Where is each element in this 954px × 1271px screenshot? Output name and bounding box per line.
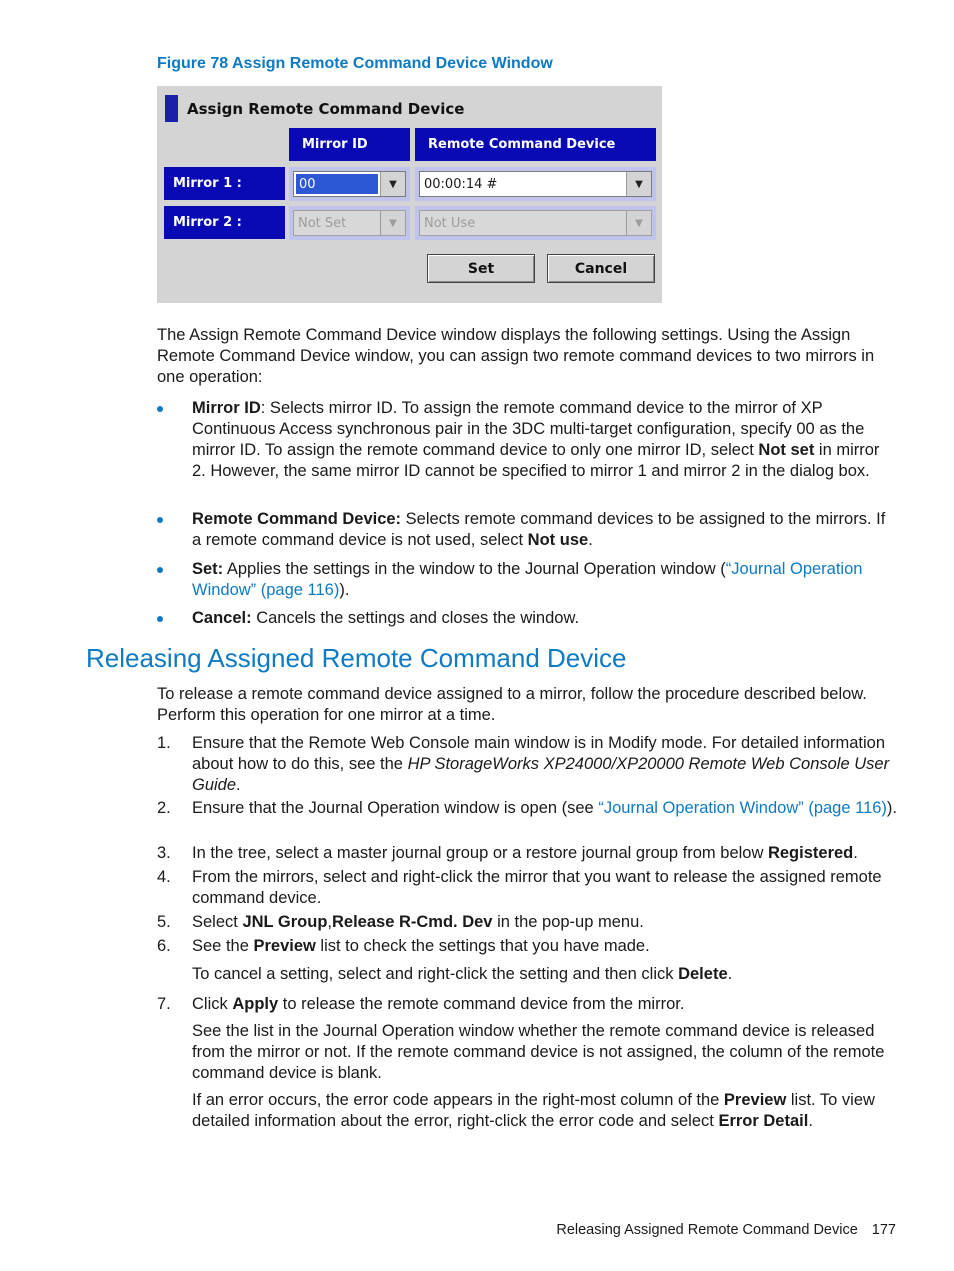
mirror-2-rcd-cell xyxy=(415,206,656,240)
step-4 xyxy=(157,867,897,909)
guide-title: HP StorageWorks XP24000/XP20000 Remote Web Console User Guide xyxy=(192,755,890,794)
column-header-mirror-id: Mirror ID xyxy=(289,128,410,161)
term-not-use: Not use xyxy=(527,531,589,549)
bullet-dot xyxy=(157,567,163,573)
step-number: 2. xyxy=(157,799,171,817)
column-header-remote-command-device: Remote Command Device xyxy=(415,128,656,161)
term-preview: Preview xyxy=(723,1091,787,1109)
step-text: list to check the settings that you have made. xyxy=(315,937,650,955)
note-text: To cancel a setting, select and right-click the setting and then click xyxy=(192,965,679,983)
mirror-2-rcd-value: Not Use xyxy=(424,215,476,231)
step-3 xyxy=(157,843,897,864)
chevron-down-icon[interactable]: ▼ xyxy=(380,172,405,196)
bullet-text: ). xyxy=(339,581,350,599)
mirror-2-id-value: Not Set xyxy=(298,215,347,231)
journal-operation-window-link[interactable]: “Journal Operation Window” (page 116) xyxy=(598,799,887,817)
bullet-dot xyxy=(157,406,163,412)
note-text: . xyxy=(727,965,733,983)
para-text: list. To view detailed information about the error, right-click the error code and select xyxy=(192,1091,875,1130)
step-text: ). xyxy=(886,799,898,817)
term-error-detail: Error Detail xyxy=(718,1112,809,1130)
term-set: Set: xyxy=(192,560,224,578)
step-6-note xyxy=(192,964,897,985)
mirror-1-id-cell xyxy=(289,167,410,201)
bullet-text: Selects remote command devices to be assigned to the mirrors. If a remote command device is not used, select xyxy=(192,510,886,549)
step-number: 6. xyxy=(157,937,171,955)
step-text: to release the remote command device from the mirror. xyxy=(278,995,685,1013)
step-5 xyxy=(157,912,897,933)
term-release-r-cmd-dev: Release R-Cmd. Dev xyxy=(332,913,493,931)
mirror-1-id-select[interactable] xyxy=(293,171,406,197)
bullet-text: . xyxy=(588,531,593,549)
bullet-mirror-id xyxy=(157,398,897,482)
page-footer xyxy=(556,1222,896,1238)
term-remote-command-device: Remote Command Device: xyxy=(192,510,402,528)
step-7-paragraph-2 xyxy=(192,1090,897,1132)
chevron-down-icon: ▼ xyxy=(380,211,405,235)
bullet-remote-command-device xyxy=(157,509,897,551)
step-7-paragraph-1: See the list in the Journal Operation window whether the remote command device is released from the mirror or not. If the remote command device is not assigned, the column of the remote command device is blank. xyxy=(192,1022,885,1082)
footer-title: Releasing Assigned Remote Command Device xyxy=(556,1222,858,1238)
para-text: . xyxy=(808,1112,813,1130)
term-apply: Apply xyxy=(232,995,279,1013)
mirror-1-id-value: 00 xyxy=(296,174,378,194)
row-label-mirror-2: Mirror 2 : xyxy=(164,206,285,239)
cancel-button[interactable]: Cancel xyxy=(547,254,655,283)
title-accent-bar xyxy=(165,95,178,122)
term-registered: Registered xyxy=(767,844,854,862)
bullet-dot xyxy=(157,616,163,622)
step-text: Ensure that the Remote Web Console main window is in Modify mode. For detailed information about how to do this, see the xyxy=(192,734,886,773)
bullet-text: Applies the settings in the window to the Journal Operation window ( xyxy=(223,560,726,578)
bullet-set xyxy=(157,559,897,601)
page-number: 177 xyxy=(871,1222,896,1238)
step-number: 7. xyxy=(157,995,171,1013)
term-preview: Preview xyxy=(253,937,316,955)
step-number: 3. xyxy=(157,844,171,862)
mirror-2-id-cell xyxy=(289,206,410,240)
dialog-title: Assign Remote Command Device xyxy=(187,100,465,118)
term-jnl-group: JNL Group xyxy=(242,913,328,931)
chevron-down-icon[interactable]: ▼ xyxy=(626,172,651,196)
bullet-text: : Selects mirror ID. To assign the remote command device to the mirror of XP Continuous Access synchronous pair in the 3DC multi-target configuration, specify 00 as the mirror ID. To assign the remote command device to only one mirror ID, select xyxy=(192,399,865,459)
step-text: From the mirrors, select and right-click the mirror that you want to release the assigned remote command device. xyxy=(192,868,882,907)
mirror-2-id-select[interactable] xyxy=(293,210,406,236)
step-2 xyxy=(157,798,897,819)
para-text: If an error occurs, the error code appears in the right-most column of the xyxy=(192,1091,724,1109)
step-text: in the pop-up menu. xyxy=(492,913,644,931)
step-text: In the tree, select a master journal group or a restore journal group from below xyxy=(192,844,768,862)
step-1 xyxy=(157,733,897,796)
step-number: 5. xyxy=(157,913,171,931)
term-not-set: Not set xyxy=(758,441,815,459)
step-text: See the xyxy=(192,937,254,955)
bullet-cancel xyxy=(157,608,897,629)
section-heading: Releasing Assigned Remote Command Device xyxy=(86,643,627,673)
assign-remote-command-device-dialog xyxy=(157,86,662,303)
term-cancel: Cancel: xyxy=(192,609,252,627)
step-6 xyxy=(157,936,897,957)
bullet-text: in mirror 2. However, the same mirror ID cannot be specified to mirror 1 and mirror 2 in the dialog box. xyxy=(192,441,880,480)
term-mirror-id: Mirror ID xyxy=(192,399,261,417)
step-number: 4. xyxy=(157,868,171,886)
bullet-dot xyxy=(157,517,163,523)
journal-operation-window-link[interactable]: “Journal Operation Window” (page 116) xyxy=(192,560,863,599)
step-text: . xyxy=(236,776,241,794)
mirror-2-rcd-select[interactable] xyxy=(419,210,652,236)
set-button[interactable]: Set xyxy=(427,254,535,283)
figure-caption: Figure 78 Assign Remote Command Device Window xyxy=(157,55,553,72)
term-delete: Delete xyxy=(678,965,728,983)
step-text: Ensure that the Journal Operation window is open (see xyxy=(192,799,599,817)
step-text: Select xyxy=(192,913,243,931)
step-text: Click xyxy=(192,995,233,1013)
chevron-down-icon: ▼ xyxy=(626,211,651,235)
mirror-1-rcd-value: 00:00:14 # xyxy=(424,176,498,192)
row-label-mirror-1: Mirror 1 : xyxy=(164,167,285,200)
step-number: 1. xyxy=(157,734,171,752)
mirror-1-rcd-cell xyxy=(415,167,656,201)
mirror-1-rcd-select[interactable] xyxy=(419,171,652,197)
separator: , xyxy=(327,913,332,931)
bullet-text: Cancels the settings and closes the window. xyxy=(251,609,580,627)
step-7 xyxy=(157,994,897,1015)
step-text: . xyxy=(853,844,858,862)
intro-paragraph: The Assign Remote Command Device window displays the following settings. Using the Assign Remote Command Device window, you can assign two remote command devices to two mirrors in one operation: xyxy=(157,326,875,386)
section-intro: To release a remote command device assigned to a mirror, follow the procedure described below. Perform this operation for one mirror at a time. xyxy=(157,685,867,724)
